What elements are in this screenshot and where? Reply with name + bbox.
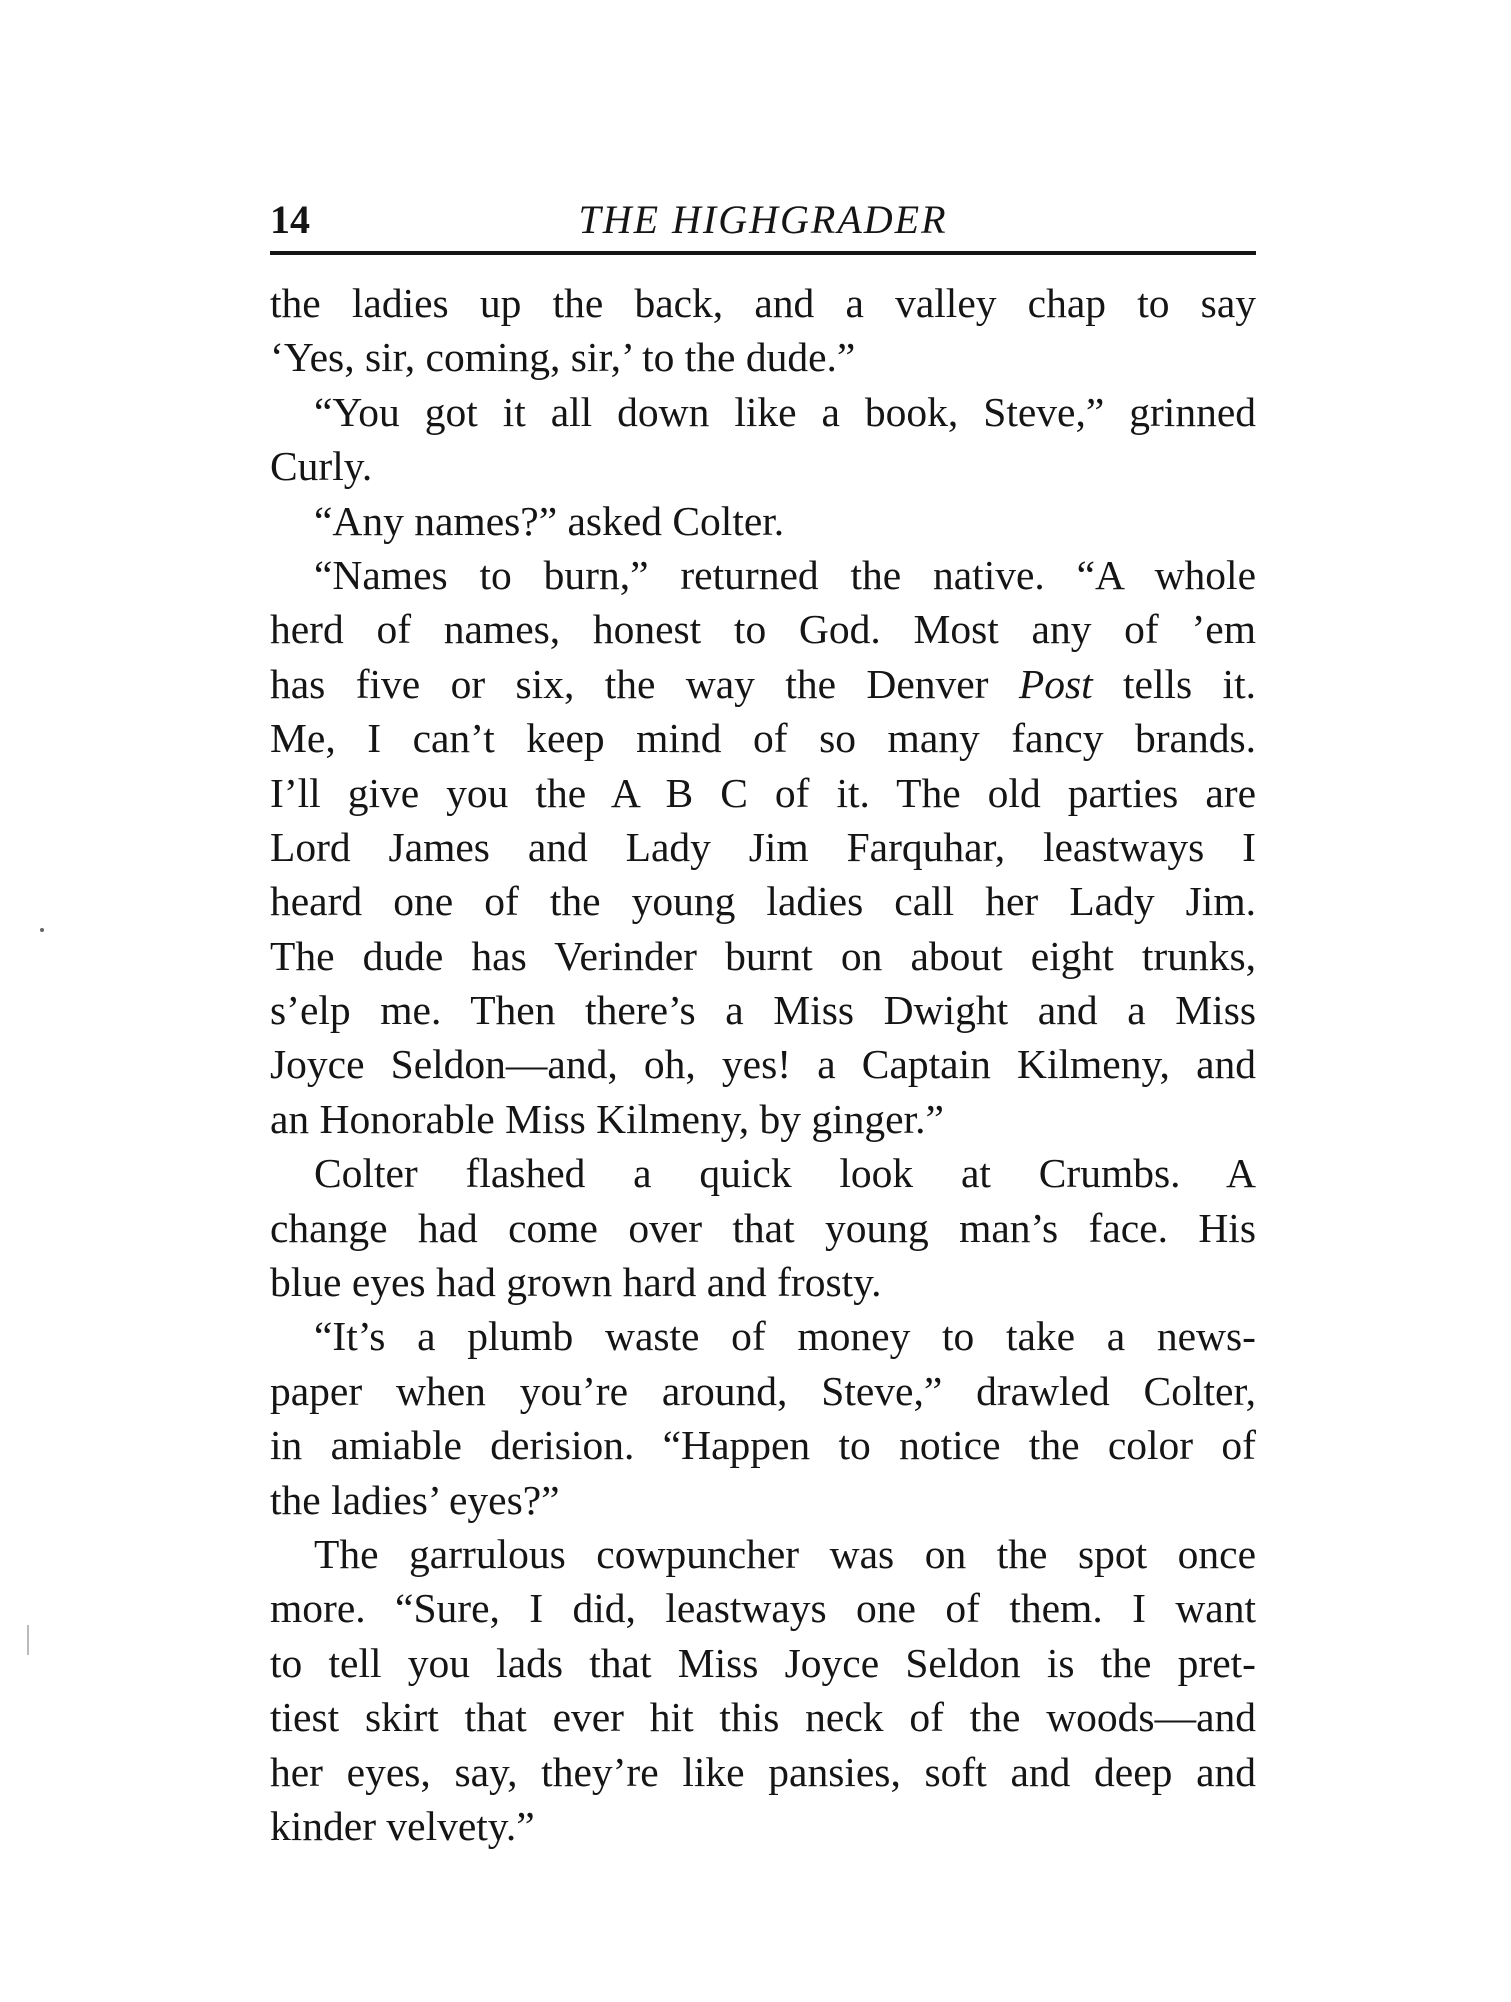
body-text <box>270 276 1256 1853</box>
text-line: Me, I can’t keep mind of so many fancy brands. <box>270 715 1256 762</box>
text-line: Colter flashed a quick look at Crumbs. A <box>314 1150 1256 1197</box>
text-line: “Names to burn,” returned the native. “A whole <box>314 551 1256 598</box>
text-line: The garrulous cowpuncher was on the spot once <box>314 1530 1256 1577</box>
text-line: the ladies up the back, and a valley chap to say <box>270 280 1256 326</box>
text-line: change had come over that young man’s face. His <box>270 1204 1256 1251</box>
text-line: blue eyes had grown hard and frosty. <box>270 1259 882 1306</box>
text-segment: has five or six, the way the Denver <box>270 660 1019 707</box>
text-line: her eyes, say, they’re like pansies, soft and deep and <box>270 1748 1256 1795</box>
scan-speck <box>27 1625 29 1655</box>
text-line: the ladies’ eyes?” <box>270 1476 560 1523</box>
text-line: Curly. <box>270 443 373 490</box>
text-line: “It’s a plumb waste of money to take a news- <box>314 1313 1256 1360</box>
text-line: “Any names?” asked Colter. <box>314 497 785 544</box>
text-line: paper when you’re around, Steve,” drawled Colter, <box>270 1367 1256 1414</box>
page-header <box>270 195 1256 250</box>
text-line: I’ll give you the A B C of it. The old parties are <box>270 769 1256 816</box>
text-line: tiest skirt that ever hit this neck of the woods—and <box>270 1694 1256 1741</box>
page-number: 14 <box>270 197 310 242</box>
text-line: s’elp me. Then there’s a Miss Dwight and a Miss <box>270 987 1256 1034</box>
text-line: an Honorable Miss Kilmeny, by ginger.” <box>270 1095 944 1142</box>
text-line: The dude has Verinder burnt on about eight trunks, <box>270 932 1256 979</box>
text-line: in amiable derision. “Happen to notice the color of <box>270 1422 1256 1469</box>
running-title: THE HIGHGRADER <box>578 197 948 242</box>
text-line: ‘Yes, sir, coming, sir,’ to the dude.” <box>270 334 856 381</box>
text-line: Joyce Seldon—and, oh, yes! a Captain Kilmeny, and <box>270 1041 1256 1088</box>
text-line: herd of names, honest to God. Most any of ’em <box>270 606 1256 653</box>
header-rule <box>270 251 1256 255</box>
italic-word-post: Post <box>1018 660 1093 707</box>
text-line: kinder velvety.” <box>270 1802 535 1849</box>
text-segment: tells it. <box>1092 660 1256 707</box>
text-line: more. “Sure, I did, leastways one of them. I want <box>270 1585 1256 1632</box>
text-line: heard one of the young ladies call her Lady Jim. <box>270 878 1256 925</box>
text-line: to tell you lads that Miss Joyce Seldon is the pret- <box>270 1639 1256 1686</box>
text-line: “You got it all down like a book, Steve,” grinned <box>314 388 1256 435</box>
text-line: Lord James and Lady Jim Farquhar, leastways I <box>270 823 1256 870</box>
text-line <box>270 657 1256 711</box>
scan-speck <box>40 928 44 932</box>
